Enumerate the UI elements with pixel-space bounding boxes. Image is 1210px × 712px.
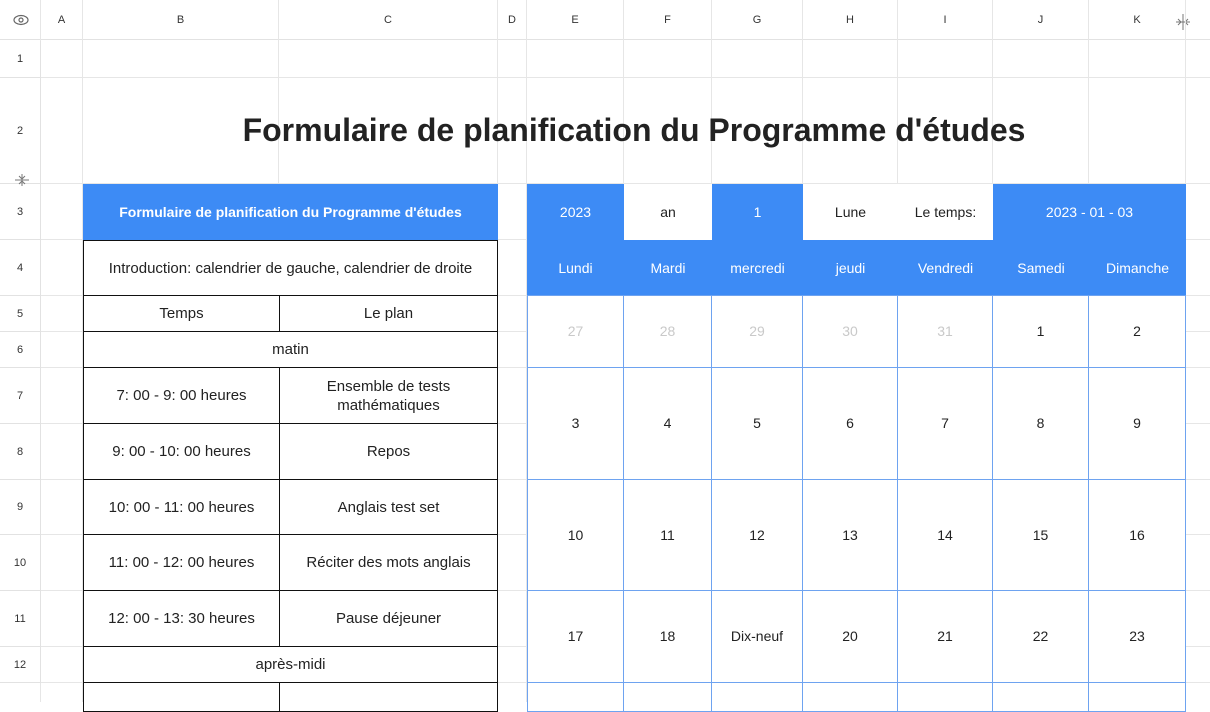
- calendar-day-cell[interactable]: 10: [527, 479, 624, 591]
- freeze-columns-icon[interactable]: [1172, 12, 1194, 32]
- day-header[interactable]: Dimanche: [1089, 240, 1186, 296]
- calendar-day-cell[interactable]: 27: [527, 295, 624, 368]
- schedule-header[interactable]: Formulaire de planification du Programme d'études: [83, 184, 498, 240]
- calendar-day-cell[interactable]: 22: [992, 590, 1089, 683]
- freeze-rows-icon[interactable]: [14, 172, 30, 188]
- column-header-e[interactable]: E: [527, 0, 624, 40]
- calendar-day-cell[interactable]: [711, 682, 803, 712]
- row-header-2[interactable]: 2: [0, 78, 41, 184]
- eye-icon[interactable]: [0, 0, 41, 40]
- calendar-day-cell[interactable]: 23: [1088, 590, 1186, 683]
- calendar-time-label[interactable]: Le temps:: [898, 184, 993, 240]
- calendar-day-cell[interactable]: 30: [802, 295, 898, 368]
- schedule-plan-cell[interactable]: Ensemble de tests mathématiques: [279, 367, 498, 424]
- day-header[interactable]: Vendredi: [898, 240, 993, 296]
- section-morning[interactable]: matin: [83, 331, 498, 368]
- calendar-day-cell[interactable]: 13: [802, 479, 898, 591]
- column-header-i[interactable]: I: [898, 0, 993, 40]
- day-header[interactable]: Lundi: [527, 240, 624, 296]
- calendar-day-cell[interactable]: 29: [711, 295, 803, 368]
- page-title[interactable]: Formulaire de planification du Programme d'études: [242, 112, 1026, 148]
- row-header-5[interactable]: 5: [0, 296, 41, 332]
- column-header-b[interactable]: B: [83, 0, 279, 40]
- calendar-day-cell[interactable]: [527, 682, 624, 712]
- calendar-year[interactable]: 2023: [527, 184, 624, 240]
- row-header-9[interactable]: 9: [0, 480, 41, 535]
- calendar-day-cell[interactable]: 1: [992, 295, 1089, 368]
- row-header-7[interactable]: 7: [0, 368, 41, 424]
- column-label-plan[interactable]: Le plan: [279, 295, 498, 332]
- calendar-day-cell[interactable]: 17: [527, 590, 624, 683]
- calendar-month[interactable]: 1: [712, 184, 803, 240]
- schedule-intro[interactable]: Introduction: calendrier de gauche, calendrier de droite: [83, 240, 498, 296]
- calendar-day-cell[interactable]: 14: [897, 479, 993, 591]
- calendar-day-cell[interactable]: 2: [1088, 295, 1186, 368]
- row-header-10[interactable]: 10: [0, 535, 41, 591]
- calendar-day-cell[interactable]: 7: [897, 367, 993, 480]
- calendar-day-cell[interactable]: Dix-neuf: [711, 590, 803, 683]
- calendar-day-cell[interactable]: 5: [711, 367, 803, 480]
- calendar-day-cell[interactable]: 16: [1088, 479, 1186, 591]
- schedule-empty-cell[interactable]: [83, 682, 280, 712]
- row-header-8[interactable]: 8: [0, 424, 41, 480]
- row-header-6[interactable]: 6: [0, 332, 41, 368]
- calendar-day-cell[interactable]: [623, 682, 712, 712]
- day-header[interactable]: Samedi: [993, 240, 1089, 296]
- day-header[interactable]: mercredi: [712, 240, 803, 296]
- calendar-day-cell[interactable]: [897, 682, 993, 712]
- calendar-day-cell[interactable]: 11: [623, 479, 712, 591]
- calendar-day-cell[interactable]: 20: [802, 590, 898, 683]
- schedule-plan-cell[interactable]: Réciter des mots anglais: [279, 534, 498, 591]
- column-header-c[interactable]: C: [279, 0, 498, 40]
- calendar-day-cell[interactable]: [1088, 682, 1186, 712]
- column-header-d[interactable]: D: [498, 0, 527, 40]
- calendar-day-cell[interactable]: [802, 682, 898, 712]
- calendar-day-cell[interactable]: [992, 682, 1089, 712]
- calendar-day-cell[interactable]: 15: [992, 479, 1089, 591]
- column-header-a[interactable]: A: [41, 0, 83, 40]
- calendar-day-cell[interactable]: 18: [623, 590, 712, 683]
- schedule-time-cell[interactable]: 7: 00 - 9: 00 heures: [83, 367, 280, 424]
- column-header-g[interactable]: G: [712, 0, 803, 40]
- column-header-k[interactable]: K: [1089, 0, 1186, 40]
- row-header-3[interactable]: 3: [0, 184, 41, 240]
- row-header-1[interactable]: 1: [0, 41, 41, 78]
- calendar-year-label[interactable]: an: [624, 184, 712, 240]
- calendar-day-cell[interactable]: 6: [802, 367, 898, 480]
- calendar-day-cell[interactable]: 31: [897, 295, 993, 368]
- calendar-day-cell[interactable]: 12: [711, 479, 803, 591]
- row-header-12[interactable]: 12: [0, 647, 41, 683]
- row-header-4[interactable]: 4: [0, 240, 41, 296]
- day-header[interactable]: jeudi: [803, 240, 898, 296]
- day-header[interactable]: Mardi: [624, 240, 712, 296]
- calendar-day-cell[interactable]: 28: [623, 295, 712, 368]
- column-header-h[interactable]: H: [803, 0, 898, 40]
- calendar-date[interactable]: 2023 - 01 - 03: [993, 184, 1186, 240]
- schedule-time-cell[interactable]: 12: 00 - 13: 30 heures: [83, 590, 280, 647]
- calendar-month-label[interactable]: Lune: [803, 184, 898, 240]
- schedule-time-cell[interactable]: 11: 00 - 12: 00 heures: [83, 534, 280, 591]
- row-header-11[interactable]: 11: [0, 591, 41, 647]
- calendar-day-cell[interactable]: 4: [623, 367, 712, 480]
- calendar-day-cell[interactable]: 8: [992, 367, 1089, 480]
- schedule-plan-cell[interactable]: Anglais test set: [279, 479, 498, 535]
- column-header-f[interactable]: F: [624, 0, 712, 40]
- calendar-day-cell[interactable]: 3: [527, 367, 624, 480]
- schedule-plan-cell[interactable]: Pause déjeuner: [279, 590, 498, 647]
- schedule-empty-cell[interactable]: [279, 682, 498, 712]
- column-label-time[interactable]: Temps: [83, 295, 280, 332]
- section-afternoon[interactable]: après-midi: [83, 646, 498, 683]
- calendar-day-cell[interactable]: 21: [897, 590, 993, 683]
- calendar-day-cell[interactable]: 9: [1088, 367, 1186, 480]
- column-header-j[interactable]: J: [993, 0, 1089, 40]
- schedule-time-cell[interactable]: 9: 00 - 10: 00 heures: [83, 423, 280, 480]
- schedule-plan-cell[interactable]: Repos: [279, 423, 498, 480]
- schedule-time-cell[interactable]: 10: 00 - 11: 00 heures: [83, 479, 280, 535]
